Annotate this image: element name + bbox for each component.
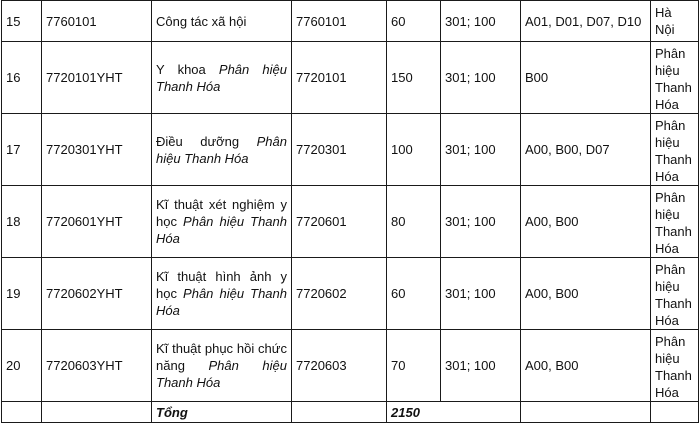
- place-line: Phân: [655, 262, 686, 277]
- cell-stt: [2, 258, 42, 330]
- place-line: hiệu: [655, 279, 680, 294]
- cell-method: [441, 42, 521, 114]
- place-line: Hà: [655, 5, 672, 20]
- cell-combos: [521, 1, 651, 42]
- cell-standard-code: [292, 42, 387, 114]
- major-code: 7720301YHT: [46, 142, 123, 157]
- major-name: Công tác xã hội: [156, 13, 247, 29]
- quota-value: 60: [391, 286, 406, 301]
- standard-code: 7760101: [296, 13, 347, 29]
- cell-quota: [387, 1, 441, 42]
- place-line: Thanh: [655, 368, 692, 383]
- cell-place: [651, 186, 699, 258]
- cell-code: [42, 330, 152, 402]
- cell-standard-code: [292, 114, 387, 186]
- subject-combinations: A00, B00, D07: [525, 142, 610, 157]
- place-line: Phân: [655, 118, 686, 133]
- major-name: Y khoa: [156, 61, 219, 77]
- place-line: Hóa: [655, 169, 679, 184]
- cell-standard-code: [292, 258, 387, 330]
- place-line: Thanh: [655, 152, 692, 167]
- quota-value: 80: [391, 214, 406, 229]
- cell-method: [441, 258, 521, 330]
- cell-stt: [2, 186, 42, 258]
- cell-empty: [651, 402, 699, 423]
- cell-place: [651, 42, 699, 114]
- row-number: 15: [6, 13, 21, 29]
- row-number: 17: [6, 142, 21, 157]
- quota-value: 70: [391, 358, 406, 373]
- cell-total-label: [152, 402, 292, 423]
- cell-major-name: [152, 114, 292, 186]
- cell-method: [441, 186, 521, 258]
- admission-method: 301; 100: [445, 286, 496, 301]
- admission-method: 301; 100: [445, 70, 496, 85]
- cell-standard-code: [292, 186, 387, 258]
- place-line: hiệu: [655, 135, 680, 150]
- place-line: Hóa: [655, 385, 679, 400]
- total-row: [2, 402, 699, 423]
- cell-empty: [521, 402, 651, 423]
- subject-combinations: A01, D01, D07, D10: [525, 13, 642, 29]
- major-name: Điều dưỡng: [156, 133, 257, 149]
- cell-combos: [521, 114, 651, 186]
- cell-quota: [387, 330, 441, 402]
- place-line: hiệu: [655, 351, 680, 366]
- cell-quota: [387, 114, 441, 186]
- branch-note: Phân hiệu Thanh Hóa: [156, 286, 287, 318]
- table-row: [2, 258, 699, 330]
- cell-stt: [2, 42, 42, 114]
- cell-place: [651, 1, 699, 42]
- cell-combos: [521, 258, 651, 330]
- place-line: Thanh: [655, 296, 692, 311]
- branch-note: Phân hiệu Thanh Hóa: [156, 133, 287, 166]
- major-name: Kĩ thuật phục hồi chức năng: [156, 341, 287, 373]
- place-line: Phân: [655, 46, 686, 61]
- subject-combinations: A00, B00: [525, 286, 579, 301]
- standard-code: 7720601: [296, 214, 347, 229]
- table-body: [2, 1, 699, 423]
- table-row: [2, 330, 699, 402]
- major-name: Kĩ thuật hình ảnh y học: [156, 269, 287, 301]
- row-number: 20: [6, 358, 21, 373]
- cell-code: [42, 114, 152, 186]
- cell-combos: [521, 42, 651, 114]
- cell-total-value: [387, 402, 521, 423]
- cell-major-name: [152, 330, 292, 402]
- cell-quota: [387, 258, 441, 330]
- cell-standard-code: [292, 330, 387, 402]
- cell-stt: [2, 1, 42, 42]
- major-name: Kĩ thuật xét nghiệm y học: [156, 197, 287, 229]
- table-row: [2, 42, 699, 114]
- cell-method: [441, 1, 521, 42]
- cell-standard-code: [292, 1, 387, 42]
- row-number: 18: [6, 214, 21, 229]
- total-label: Tổng: [156, 404, 188, 420]
- major-code: 7760101: [46, 13, 97, 29]
- row-number: 19: [6, 286, 21, 301]
- cell-place: [651, 258, 699, 330]
- place-line: Hóa: [655, 97, 679, 112]
- table-row: [2, 1, 699, 42]
- place-line: Hóa: [655, 313, 679, 328]
- standard-code: 7720603: [296, 358, 347, 373]
- cell-quota: [387, 42, 441, 114]
- cell-code: [42, 186, 152, 258]
- standard-code: 7720101: [296, 70, 347, 85]
- cell-combos: [521, 330, 651, 402]
- cell-combos: [521, 186, 651, 258]
- admissions-table: [1, 0, 699, 423]
- cell-empty: [2, 402, 42, 423]
- major-code: 7720101YHT: [46, 70, 123, 85]
- admission-method: 301; 100: [445, 358, 496, 373]
- total-value: 2150: [391, 404, 420, 420]
- cell-code: [42, 258, 152, 330]
- cell-place: [651, 114, 699, 186]
- cell-code: [42, 42, 152, 114]
- cell-place: [651, 330, 699, 402]
- place-line: Phân: [655, 334, 686, 349]
- major-code: 7720602YHT: [46, 286, 123, 301]
- branch-note: Phân hiệu Thanh Hóa: [156, 358, 287, 390]
- place-line: hiệu: [655, 207, 680, 222]
- place-line: Thanh: [655, 224, 692, 239]
- cell-empty: [292, 402, 387, 423]
- admission-method: 301; 100: [445, 13, 496, 29]
- admission-method: 301; 100: [445, 214, 496, 229]
- cell-major-name: [152, 42, 292, 114]
- row-number: 16: [6, 70, 21, 85]
- branch-note: Phân hiệu Thanh Hóa: [156, 214, 287, 246]
- subject-combinations: A00, B00: [525, 358, 579, 373]
- cell-stt: [2, 330, 42, 402]
- table-row: [2, 186, 699, 258]
- place-line: hiệu: [655, 63, 680, 78]
- standard-code: 7720301: [296, 142, 347, 157]
- admission-method: 301; 100: [445, 142, 496, 157]
- subject-combinations: A00, B00: [525, 214, 579, 229]
- cell-code: [42, 1, 152, 42]
- quota-value: 150: [391, 70, 413, 85]
- place-line: Nội: [655, 22, 675, 37]
- table-row: [2, 114, 699, 186]
- cell-method: [441, 114, 521, 186]
- place-line: Thanh: [655, 80, 692, 95]
- cell-major-name: [152, 186, 292, 258]
- branch-note: Phân hiệu Thanh Hóa: [156, 61, 287, 94]
- major-code: 7720601YHT: [46, 214, 123, 229]
- standard-code: 7720602: [296, 286, 347, 301]
- cell-method: [441, 330, 521, 402]
- cell-quota: [387, 186, 441, 258]
- major-code: 7720603YHT: [46, 358, 123, 373]
- cell-major-name: [152, 258, 292, 330]
- place-line: Hóa: [655, 241, 679, 256]
- cell-empty: [42, 402, 152, 423]
- quota-value: 100: [391, 142, 413, 157]
- cell-major-name: [152, 1, 292, 42]
- subject-combinations: B00: [525, 70, 549, 85]
- quota-value: 60: [391, 13, 406, 29]
- cell-stt: [2, 114, 42, 186]
- place-line: Phân: [655, 190, 686, 205]
